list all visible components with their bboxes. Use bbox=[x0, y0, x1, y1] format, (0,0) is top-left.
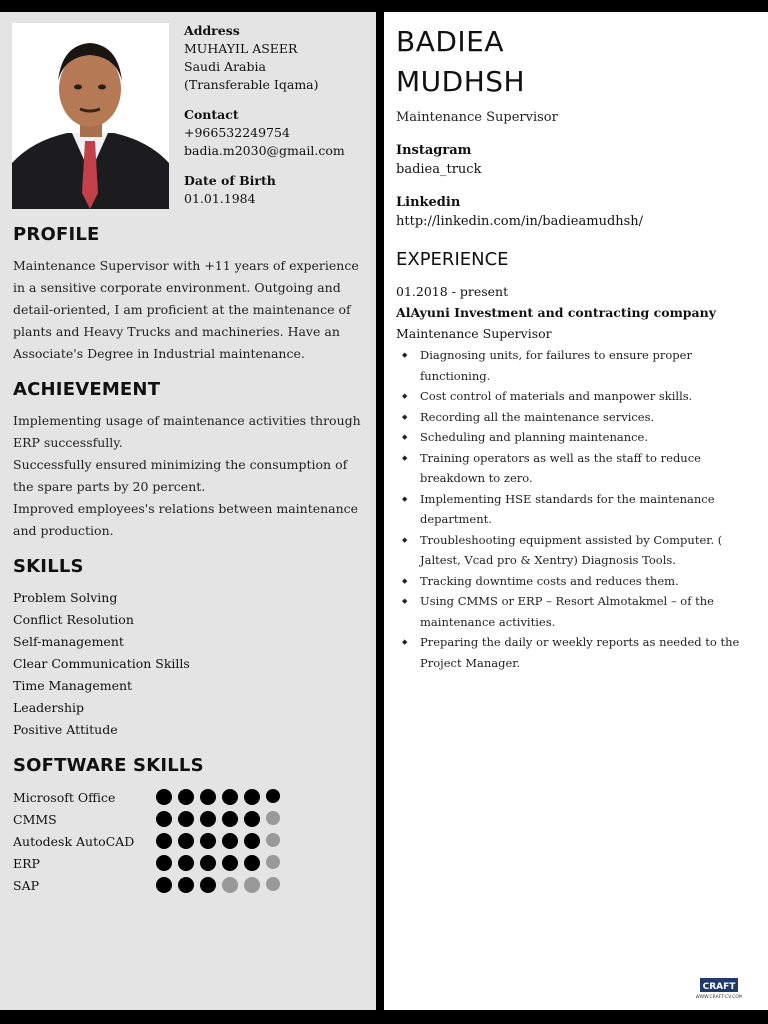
rating-dot-filled bbox=[222, 855, 238, 871]
duty-item: ◆ Training operators as well as the staff to reduce breakdown to zero. bbox=[420, 448, 756, 489]
skill-item: Positive Attitude bbox=[13, 722, 118, 737]
skill-rating bbox=[156, 789, 280, 805]
software-skills-list bbox=[13, 786, 368, 896]
rating-dot-filled bbox=[200, 877, 216, 893]
rating-dot-filled bbox=[244, 855, 260, 871]
profile-section bbox=[13, 224, 368, 365]
experience-company: AlAyuni Investment and contracting company bbox=[396, 305, 716, 320]
person-portrait-image bbox=[12, 23, 169, 209]
profile-heading: PROFILE bbox=[13, 224, 100, 245]
rating-dot-filled bbox=[178, 877, 194, 893]
skill-rating bbox=[156, 855, 280, 871]
duty-item: ◆ Using CMMS or ERP – Resort Almotakmel – of the maintenance activities. bbox=[420, 591, 756, 632]
skills-heading: SKILLS bbox=[13, 556, 84, 577]
craft-cv-logo bbox=[696, 976, 742, 1000]
contact-label: Contact bbox=[184, 107, 239, 122]
rating-dot-filled bbox=[200, 811, 216, 827]
email-address: badia.m2030@gmail.com bbox=[184, 143, 345, 158]
software-skills-heading: SOFTWARE SKILLS bbox=[13, 755, 204, 776]
software-row bbox=[13, 808, 368, 830]
software-name: Autodesk AutoCAD bbox=[13, 833, 135, 849]
skill-item: Clear Communication Skills bbox=[13, 656, 190, 671]
dob-label: Date of Birth bbox=[184, 173, 276, 188]
rating-dot-filled bbox=[200, 855, 216, 871]
rating-dot-empty bbox=[266, 811, 280, 825]
skills-section bbox=[13, 556, 368, 741]
rating-dot-filled bbox=[178, 811, 194, 827]
duty-item: ◆ Implementing HSE standards for the maintenance department. bbox=[420, 489, 756, 530]
rating-dot-filled bbox=[244, 833, 260, 849]
software-row bbox=[13, 786, 368, 808]
phone-number: +966532249754 bbox=[184, 125, 290, 140]
svg-text:WWW.CRAFT-CV.COM: WWW.CRAFT-CV.COM bbox=[696, 995, 742, 1000]
duty-item: ◆ Recording all the maintenance services. bbox=[420, 407, 756, 428]
address-line: Saudi Arabia bbox=[184, 59, 266, 74]
rating-dot-filled bbox=[244, 811, 260, 827]
contact-info bbox=[184, 22, 369, 220]
left-sections bbox=[13, 224, 368, 910]
rating-dot-filled bbox=[222, 789, 238, 805]
profile-photo bbox=[12, 23, 169, 209]
svg-text:CRAFT: CRAFT bbox=[702, 982, 736, 992]
software-skills-section bbox=[13, 755, 368, 896]
rating-dot-filled bbox=[156, 877, 172, 893]
achievement-heading: ACHIEVEMENT bbox=[13, 379, 161, 400]
duty-item: ◆ Tracking downtime costs and reduces them. bbox=[420, 571, 756, 592]
rating-dot-filled bbox=[156, 789, 172, 805]
achievement-item: Improved employees's relations between maintenance and production. bbox=[13, 501, 359, 538]
address-line: MUHAYIL ASEER bbox=[184, 41, 298, 56]
rating-dot-filled bbox=[156, 833, 172, 849]
instagram-handle[interactable]: badiea_truck bbox=[396, 162, 482, 177]
candidate-name bbox=[396, 22, 756, 102]
duty-item: ◆ Troubleshooting equipment assisted by Computer. ( Jaltest, Vcad pro & Xentry) Diagnosis Tools. bbox=[420, 530, 756, 571]
rating-dot-empty bbox=[244, 877, 260, 893]
linkedin-url[interactable]: http://linkedin.com/in/badieamudhsh/ bbox=[396, 214, 644, 229]
duty-item: ◆ Preparing the daily or weekly reports as needed to the Project Manager. bbox=[420, 632, 756, 673]
skill-item: Problem Solving bbox=[13, 590, 118, 605]
software-name: CMMS bbox=[13, 811, 57, 827]
software-name: ERP bbox=[13, 855, 40, 871]
skill-rating bbox=[156, 833, 280, 849]
software-name: Microsoft Office bbox=[13, 789, 116, 805]
address-label: Address bbox=[184, 23, 240, 38]
rating-dot-filled bbox=[178, 855, 194, 871]
address-line: (Transferable Iqama) bbox=[184, 77, 319, 92]
duty-item: ◆ Diagnosing units, for failures to ensure proper functioning. bbox=[420, 345, 756, 386]
rating-dot-filled bbox=[156, 855, 172, 871]
skill-item: Conflict Resolution bbox=[13, 612, 134, 627]
rating-dot-filled bbox=[266, 789, 280, 803]
skill-rating bbox=[156, 877, 280, 893]
experience-date: 01.2018 - present bbox=[396, 284, 509, 299]
skill-rating bbox=[156, 811, 280, 827]
software-row bbox=[13, 852, 368, 874]
linkedin-label: Linkedin bbox=[396, 195, 461, 210]
duty-item: ◆ Scheduling and planning maintenance. bbox=[420, 427, 756, 448]
profile-text: Maintenance Supervisor with +11 years of experience in a sensitive corporate environment. Outgoing and detail-oriented, I am proficient at the maintenance of plants and Heavy Trucks and machineries. Have an Associate's Degree in Industrial maintenance. bbox=[13, 258, 359, 361]
achievement-item: Successfully ensured minimizing the consumption of the spare parts by 20 percent. bbox=[13, 457, 348, 494]
experience-heading: EXPERIENCE bbox=[396, 249, 509, 270]
duty-list bbox=[396, 345, 756, 673]
rating-dot-filled bbox=[200, 833, 216, 849]
first-name: BADIEA bbox=[396, 25, 505, 58]
rating-dot-filled bbox=[200, 789, 216, 805]
skill-item: Self-management bbox=[13, 634, 124, 649]
skill-item: Leadership bbox=[13, 700, 84, 715]
rating-dot-filled bbox=[156, 811, 172, 827]
rating-dot-filled bbox=[222, 811, 238, 827]
achievement-item: Implementing usage of maintenance activities through ERP successfully. bbox=[13, 413, 361, 450]
rating-dot-empty bbox=[266, 855, 280, 869]
job-title: Maintenance Supervisor bbox=[396, 110, 558, 125]
duty-item: ◆ Cost control of materials and manpower skills. bbox=[420, 386, 756, 407]
software-row bbox=[13, 830, 368, 852]
dob-value: 01.01.1984 bbox=[184, 191, 256, 206]
rating-dot-empty bbox=[222, 877, 238, 893]
instagram-label: Instagram bbox=[396, 143, 472, 158]
skill-item: Time Management bbox=[13, 678, 133, 693]
main-column bbox=[384, 12, 768, 1010]
rating-dot-filled bbox=[244, 789, 260, 805]
software-row bbox=[13, 874, 368, 896]
rating-dot-filled bbox=[178, 789, 194, 805]
software-name: SAP bbox=[13, 877, 40, 893]
achievement-section bbox=[13, 379, 368, 542]
rating-dot-empty bbox=[266, 833, 280, 847]
rating-dot-filled bbox=[222, 833, 238, 849]
experience-role: Maintenance Supervisor bbox=[396, 326, 552, 341]
rating-dot-filled bbox=[178, 833, 194, 849]
rating-dot-empty bbox=[266, 877, 280, 891]
last-name: MUDHSH bbox=[396, 65, 526, 98]
left-sidebar bbox=[0, 12, 376, 1010]
